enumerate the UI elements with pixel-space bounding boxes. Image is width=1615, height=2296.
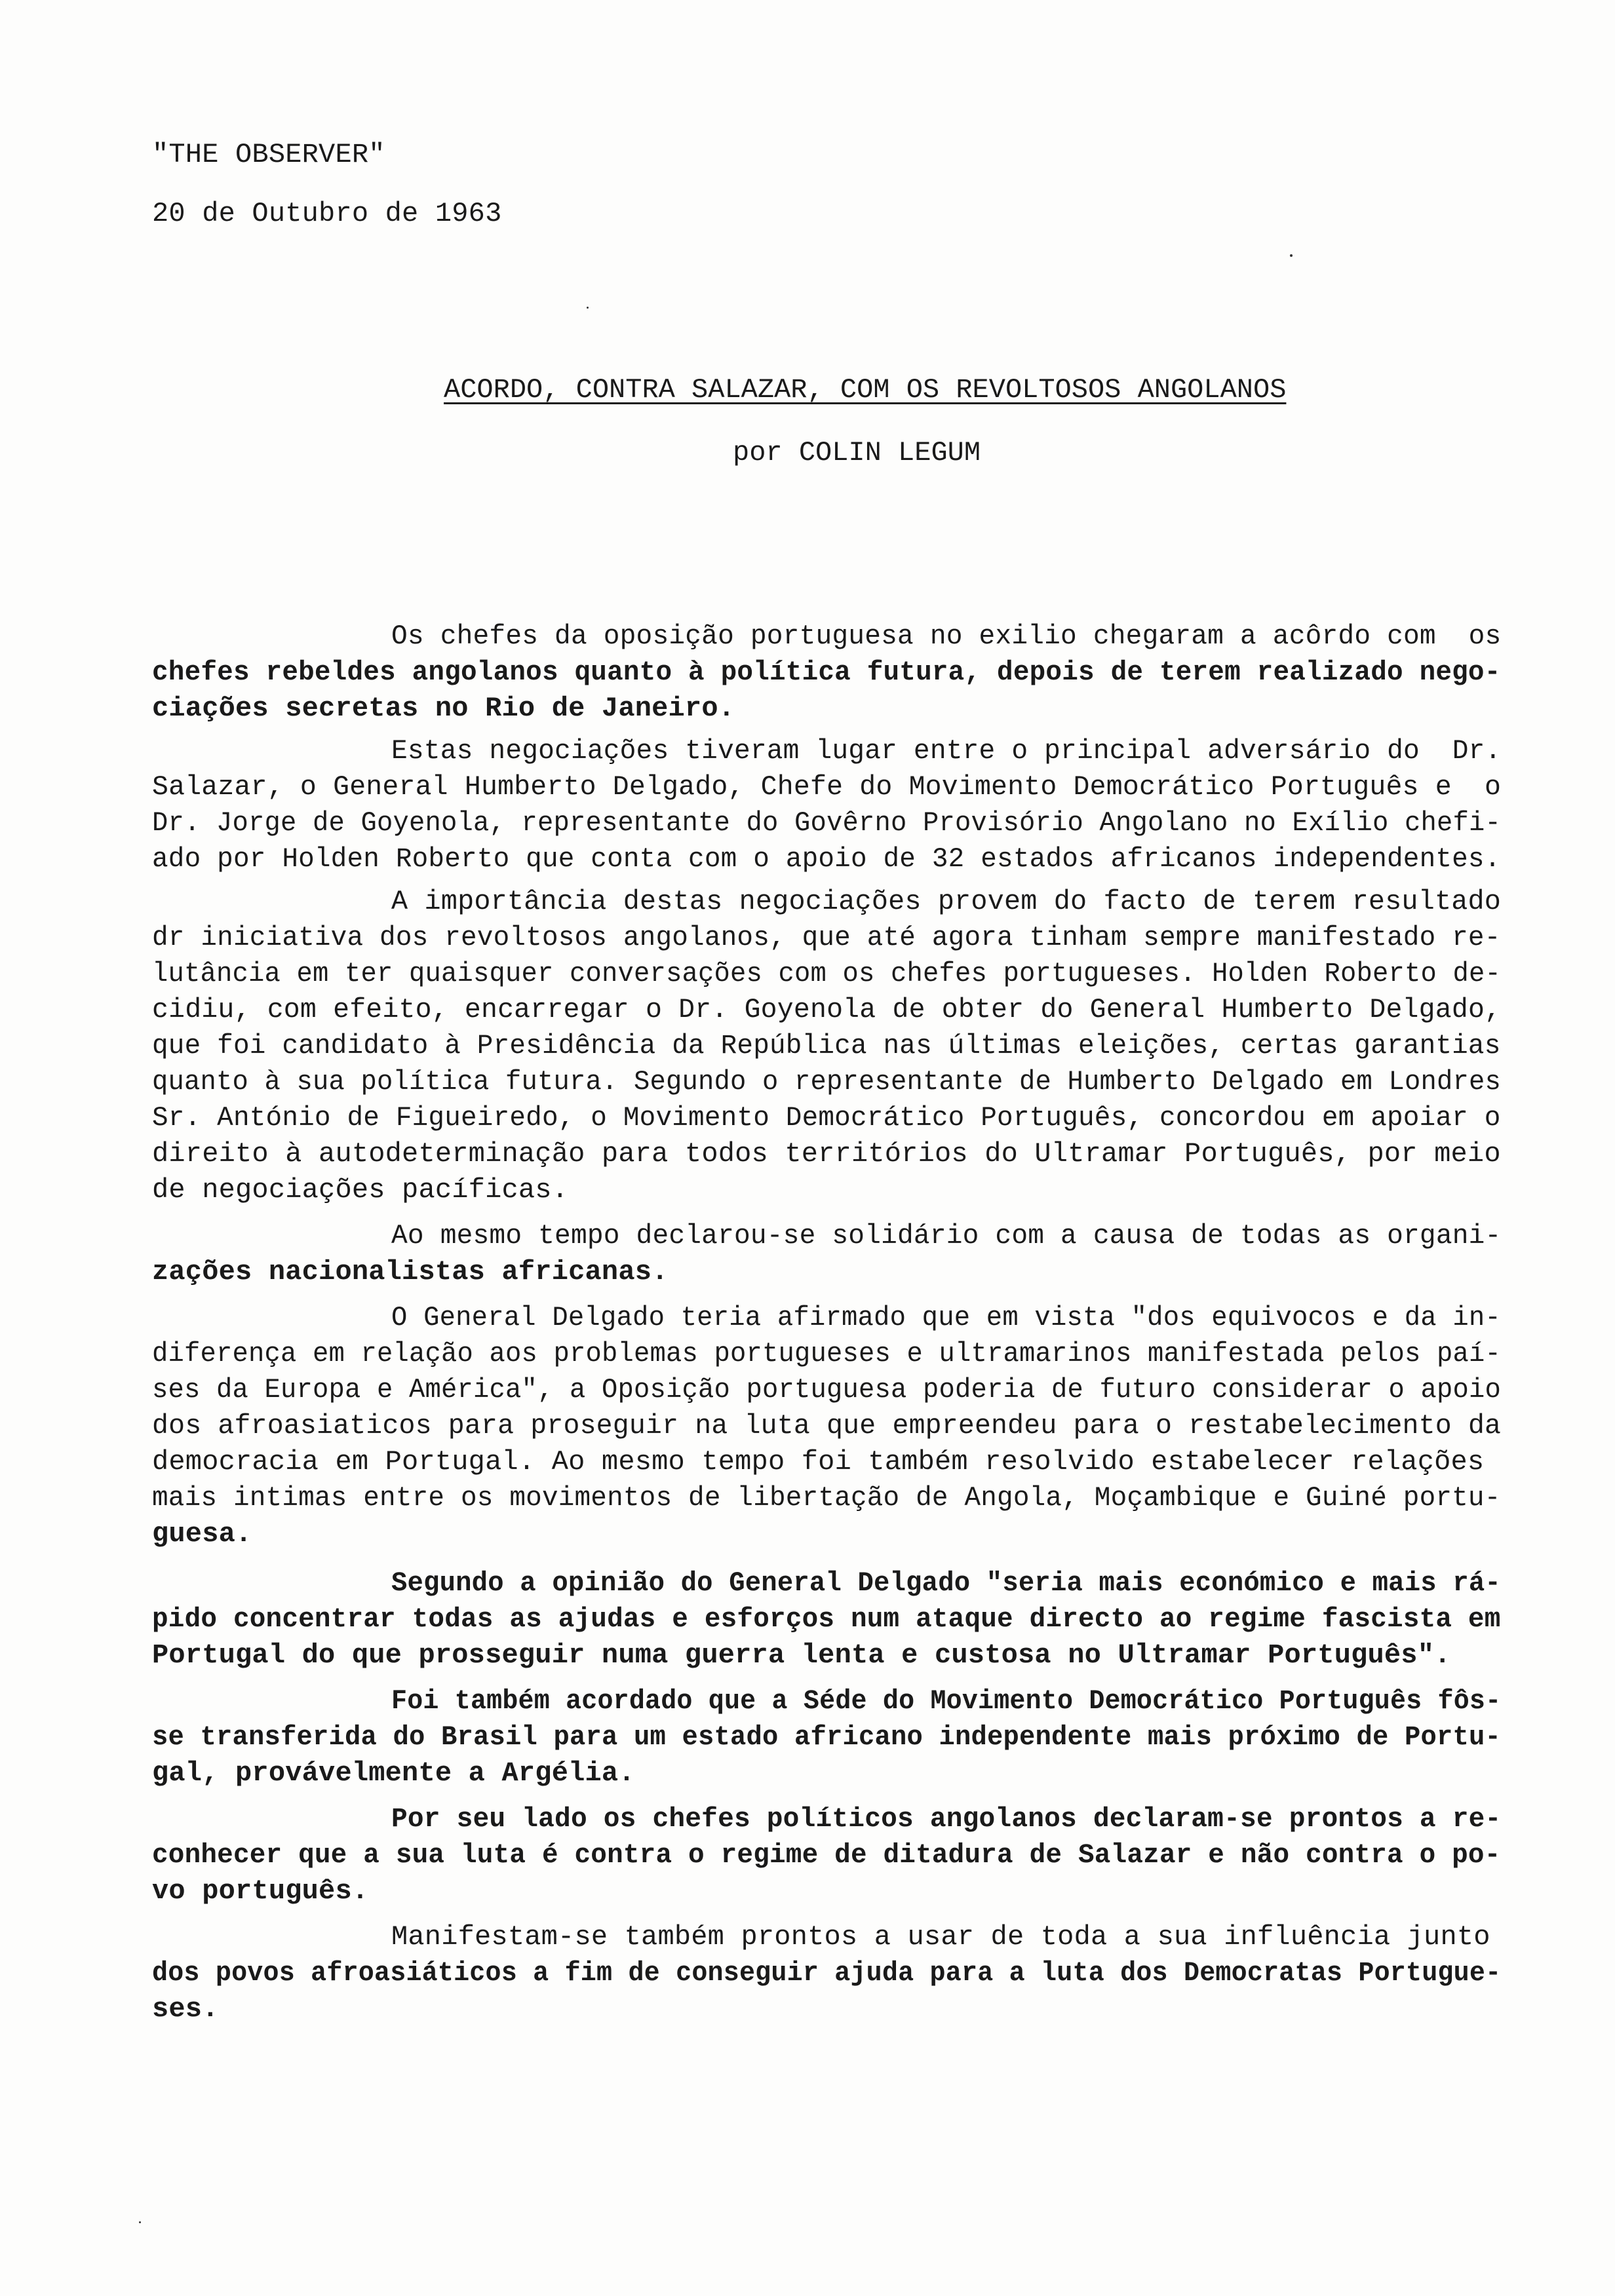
paragraph-line: Dr. Jorge de Goyenola, representante do Govêrno Provisório Angolano no Exílio chefi-: [152, 807, 1501, 839]
paragraph-line: Sr. António de Figueiredo, o Movimento Democrático Português, concordou em apoiar o: [152, 1102, 1501, 1134]
publication-date: 20 de Outubro de 1963: [152, 198, 502, 229]
paragraph-line: Segundo a opinião do General Delgado "seria mais económico e mais rá-: [391, 1567, 1501, 1599]
paragraph-line: ses da Europa e América", a Oposição portuguesa poderia de futuro considerar o apoio: [152, 1374, 1501, 1406]
paragraph-line: mais intimas entre os movimentos de libertação de Angola, Moçambique e Guiné portu-: [152, 1482, 1501, 1514]
paragraph-line: dr iniciativa dos revoltosos angolanos, que até agora tinham sempre manifestado re-: [152, 922, 1501, 953]
paragraph-line: se transferida do Brasil para um estado africano independente mais próximo de Portu-: [152, 1721, 1501, 1753]
paragraph-line: gal, provávelmente a Argélia.: [152, 1757, 635, 1789]
paragraph-line: direito à autodeterminação para todos territórios do Ultramar Português, por meio: [152, 1138, 1501, 1170]
paragraph-line: Salazar, o General Humberto Delgado, Chefe do Movimento Democrático Português e o: [152, 771, 1502, 803]
paragraph-line: conhecer que a sua luta é contra o regime de ditadura de Salazar e não contra o po-: [152, 1839, 1501, 1871]
paragraph-line: cidiu, com efeito, encarregar o Dr. Goyenola de obter do General Humberto Delgado,: [152, 994, 1502, 1025]
paragraph-line: vo português.: [152, 1875, 369, 1907]
paragraph-line: Por seu lado os chefes políticos angolanos declaram-se prontos a re-: [391, 1803, 1502, 1835]
paragraph-line: ses.: [152, 1993, 219, 2025]
paragraph-line: lutância em ter quaisquer conversações com os chefes portugueses. Holden Roberto de-: [152, 958, 1501, 989]
paragraph-line: Estas negociações tiveram lugar entre o principal adversário do Dr.: [391, 735, 1502, 767]
paragraph-line: pido concentrar todas as ajudas e esforços num ataque directo ao regime fascista em: [152, 1603, 1501, 1635]
paragraph-line: zações nacionalistas africanas.: [152, 1256, 669, 1288]
paragraph-line: Foi também acordado que a Séde do Movimento Democrático Português fôs-: [391, 1685, 1502, 1717]
article-byline: por COLIN LEGUM: [733, 437, 981, 469]
paragraph-line: ado por Holden Roberto que conta com o apoio de 32 estados africanos independentes.: [152, 843, 1501, 875]
paragraph-line: dos povos afroasiáticos a fim de conseguir ajuda para a luta dos Democratas Portugue-: [152, 1957, 1502, 1989]
paragraph-line: O General Delgado teria afirmado que em vista "dos equivocos e da in-: [391, 1302, 1501, 1333]
paragraph-line: quanto à sua política futura. Segundo o representante de Humberto Delgado em Londres: [152, 1066, 1501, 1098]
paragraph-line: diferença em relação aos problemas portugueses e ultramarinos manifestada pelos paí-: [152, 1338, 1501, 1369]
paragraph-line: guesa.: [152, 1518, 252, 1550]
paragraph-line: de negociações pacíficas.: [152, 1174, 569, 1206]
scan-speck: [139, 2221, 141, 2223]
paragraph-line: Ao mesmo tempo declarou-se solidário com a causa de todas as organi-: [391, 1220, 1502, 1252]
paragraph-line: Os chefes da oposição portuguesa no exilio chegaram a acôrdo com os: [391, 621, 1502, 652]
paragraph-line: Portugal do que prosseguir numa guerra lenta e custosa no Ultramar Português".: [152, 1639, 1451, 1671]
paragraph-line: Manifestam-se também prontos a usar de toda a sua influência junto: [391, 1921, 1490, 1953]
paragraph-line: dos afroasiaticos para proseguir na luta que empreendeu para o restabelecimento da: [152, 1410, 1502, 1442]
paragraph-line: chefes rebeldes angolanos quanto à política futura, depois de terem realizado nego-: [152, 657, 1501, 688]
article-title: ACORDO, CONTRA SALAZAR, COM OS REVOLTOSOS ANGOLANOS: [444, 374, 1287, 406]
scan-speck: [1290, 254, 1293, 257]
paragraph-line: A importância destas negociações provem do facto de terem resultado: [391, 886, 1502, 917]
scan-speck: [587, 307, 589, 309]
paragraph-line: que foi candidato à Presidência da República nas últimas eleições, certas garantias: [152, 1030, 1501, 1062]
paragraph-line: democracia em Portugal. Ao mesmo tempo foi também resolvido estabelecer relações: [152, 1446, 1485, 1478]
publication-name: "THE OBSERVER": [152, 139, 385, 170]
paragraph-line: ciações secretas no Rio de Janeiro.: [152, 693, 735, 724]
